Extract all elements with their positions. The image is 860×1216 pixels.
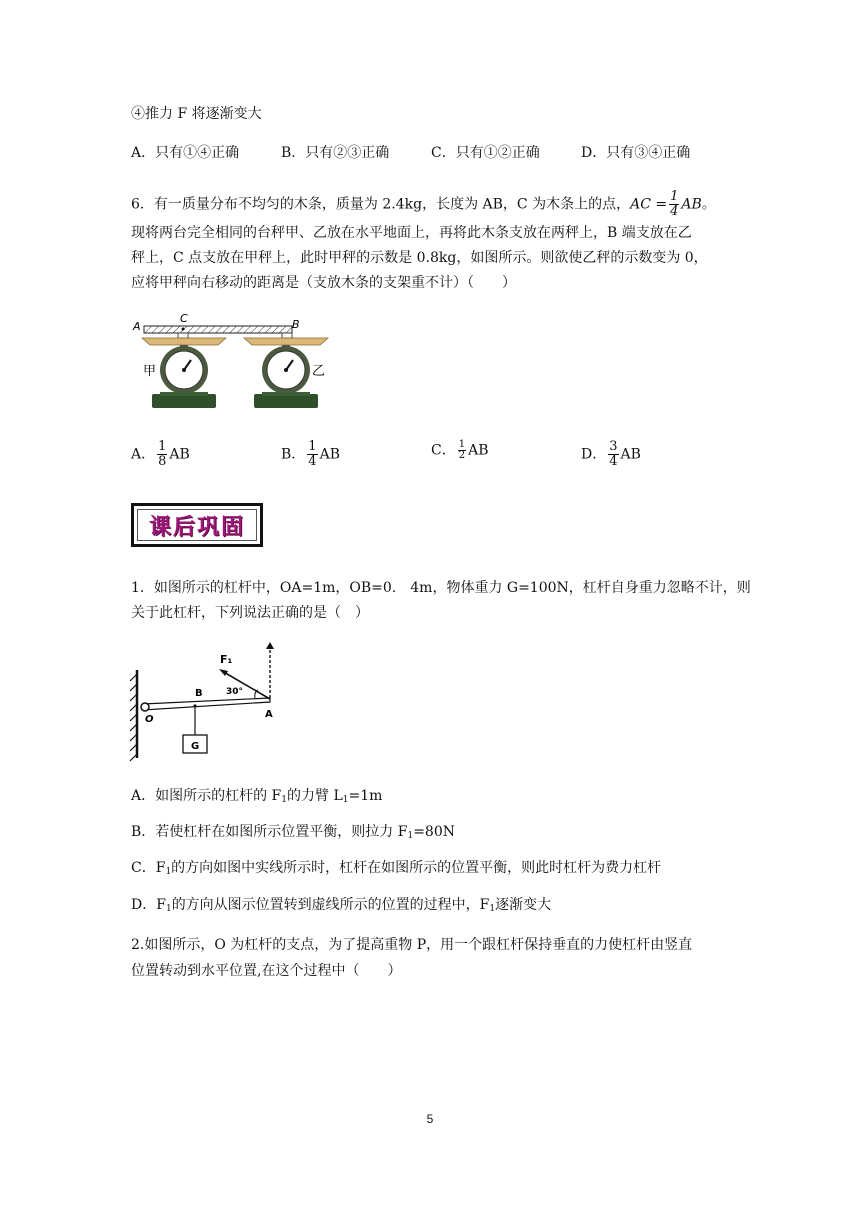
label-yi: 乙 bbox=[312, 364, 326, 379]
q5-option-c: C．只有①②正确 bbox=[431, 145, 540, 161]
section-title: 课后巩固 bbox=[148, 514, 245, 540]
q6-option-c: C． $\frac{1}{2}$ AB bbox=[431, 439, 489, 461]
p2-stem-line2: 位置转动到水平位置,在这个过程中（ ） bbox=[131, 963, 402, 979]
label-c: C bbox=[180, 312, 188, 325]
p1-option-a: A．如图所示的杠杆的 $F_1$的力臂 $L_1=1m$ bbox=[131, 788, 383, 805]
p1-option-d: D．$F_1$的方向从图示位置转到虚线所示的位置的过程中，$F_1$逐渐变大 bbox=[131, 897, 552, 914]
label-jia: 甲 bbox=[143, 364, 157, 379]
p1-stem-line1: 1．如图所示的杠杆中，OA=1m，OB=0. 4m，物体重力 G=100N，杠杆自身重力忽略不计，则 bbox=[131, 580, 751, 596]
wooden-bar bbox=[144, 326, 292, 333]
label-f1: F₁ bbox=[220, 653, 233, 666]
q5-option-a: A．只有①④正确 bbox=[131, 145, 240, 161]
point-c bbox=[182, 328, 185, 331]
pivot-o bbox=[141, 703, 149, 711]
label-b: B bbox=[195, 688, 203, 699]
q5-option-d: D．只有③④正确 bbox=[581, 145, 691, 161]
q6-stem-line2: 现将两台完全相同的台秤甲、乙放在水平地面上，再将此木条支放在两秤上，B 端支放在乙 bbox=[131, 225, 692, 241]
label-angle: 30° bbox=[226, 687, 244, 697]
label-g: G bbox=[191, 741, 200, 752]
q6-option-b: B． $\frac{1}{4}$ AB bbox=[281, 439, 340, 469]
q6-option-d: D． $\frac{3}{4}$ AB bbox=[581, 439, 641, 469]
p1-lever-figure bbox=[125, 638, 290, 763]
lever-bar bbox=[143, 698, 270, 710]
label-b: B bbox=[292, 318, 300, 331]
p1-option-c: C．$F_1$的方向如图中实线所示时，杠杆在如图所示的位置平衡，则此时杠杆为费力杠杆 bbox=[131, 860, 662, 877]
p1-stem-line2: 关于此杠杆，下列说法正确的是（ ） bbox=[131, 605, 369, 621]
q5-item4: ④推力 F 将逐渐变大 bbox=[131, 106, 262, 122]
p2-stem-line1: 2.如图所示，O 为杠杆的支点，为了提高重物 P，用一个跟杠杆保持垂直的力使杠杆由竖直 bbox=[131, 937, 693, 953]
label-a: A bbox=[265, 709, 273, 720]
page-number: 5 bbox=[426, 1112, 434, 1126]
q5-option-b: B．只有②③正确 bbox=[281, 145, 390, 161]
q6-stem-line3: 秤上，C 点支放在甲秤上，此时甲秤的示数是 0.8kg，如图所示。则欲使乙秤的示数变为 0， bbox=[131, 250, 708, 266]
q6-scales-figure bbox=[130, 312, 330, 412]
label-a: A bbox=[133, 320, 141, 333]
section-title-badge bbox=[131, 503, 263, 547]
q6-stem-line1: 6．有一质量分布不均匀的木条，质量为 2.4kg，长度为 AB，C 为木条上的点，AC = $\frac{1}{4}$ AB。 bbox=[131, 189, 716, 219]
q6-stem-line4: 应将甲秤向右移动的距离是（支放木条的支架重不计）（ ） bbox=[131, 275, 516, 291]
label-o: O bbox=[145, 714, 154, 725]
p1-option-b: B．若使杠杆在如图所示位置平衡，则拉力 $F_1=80N$ bbox=[131, 824, 455, 841]
q6-option-a: A． $\frac{1}{8}$ AB bbox=[131, 439, 190, 469]
